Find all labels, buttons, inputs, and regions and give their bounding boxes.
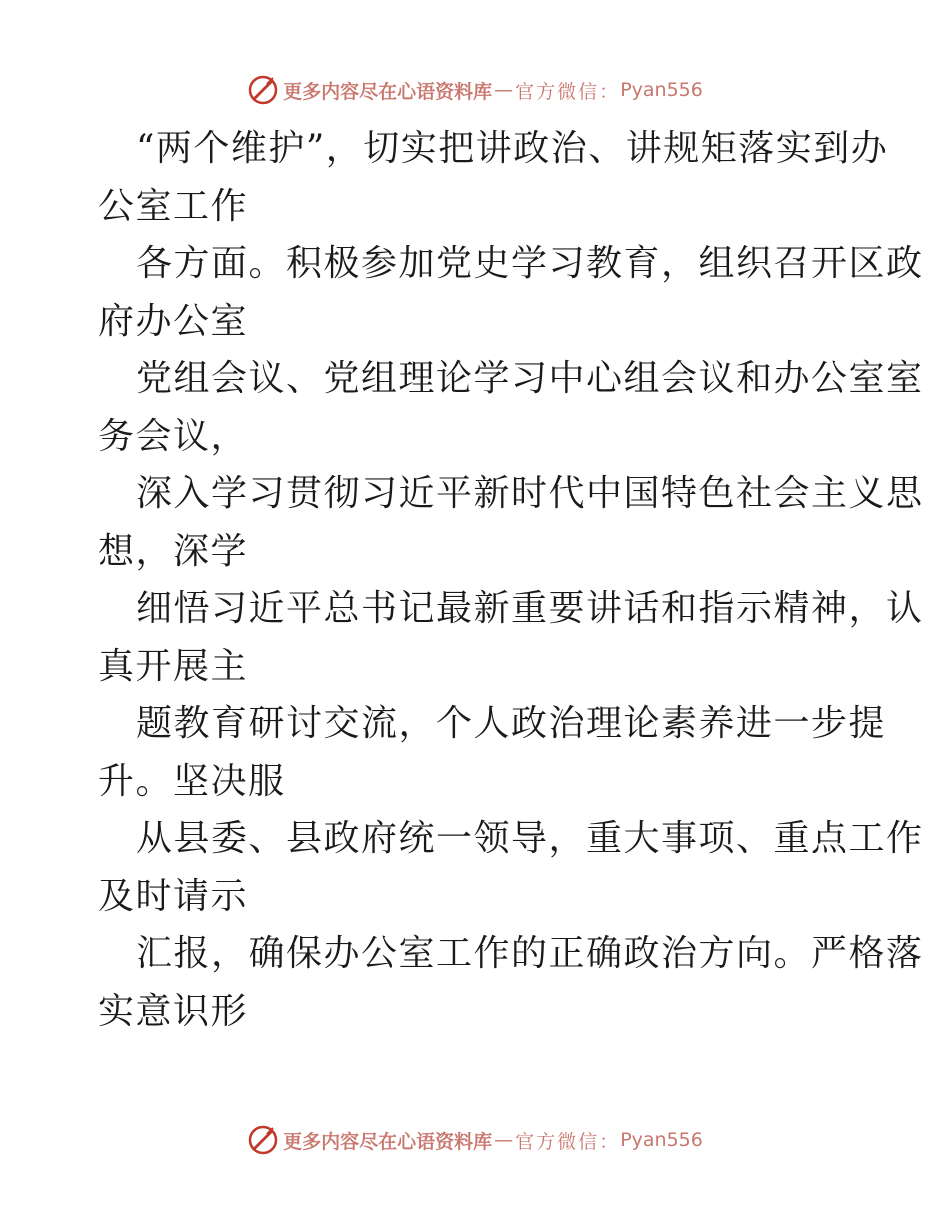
- body-line: 实意识形: [98, 990, 249, 1032]
- body-line: 从县委、县政府统一领导，重大事项、重点工作: [136, 818, 924, 859]
- body-line: 务会议，: [98, 415, 249, 457]
- footer-banner: [0, 1120, 950, 1160]
- body-line: 升。坚决服: [98, 760, 286, 802]
- document-body: [98, 120, 924, 1040]
- banner-separator: —: [494, 79, 514, 101]
- body-line: 想，深学: [98, 530, 249, 572]
- quill-pen-logo-icon: [247, 74, 279, 106]
- body-line: 题教育研讨交流，个人政治理论素养进一步提: [136, 703, 887, 744]
- banner-contact-label: 官方微信：: [515, 80, 621, 103]
- body-line: 深入学习贯彻习近平新时代中国特色社会主义思: [136, 473, 924, 514]
- body-line: 细悟习近平总书记最新重要讲话和指示精神，认: [136, 588, 924, 629]
- body-line: 公室工作: [98, 185, 249, 227]
- header-banner: [0, 70, 950, 110]
- banner-separator: —: [494, 1129, 514, 1151]
- body-line: 真开展主: [98, 645, 249, 687]
- body-line: “两个维护”，切实把讲政治、讲规矩落实到办: [136, 128, 889, 169]
- body-line: 及时请示: [98, 875, 249, 917]
- banner-brand-text: 更多内容尽在心语资料库: [283, 1130, 493, 1153]
- body-line: 汇报，确保办公室工作的正确政治方向。严格落: [136, 933, 924, 974]
- banner-wechat-id: Pyan556: [620, 1129, 703, 1151]
- body-line: 党组会议、党组理论学习中心组会议和办公室室: [136, 358, 924, 399]
- body-line: 各方面。积极参加党史学习教育，组织召开区政: [136, 243, 924, 284]
- quill-pen-logo-icon: [247, 1124, 279, 1156]
- body-line: 府办公室: [98, 300, 249, 342]
- banner-brand-text: 更多内容尽在心语资料库: [283, 80, 493, 103]
- banner-contact-label: 官方微信：: [515, 1130, 621, 1153]
- banner-wechat-id: Pyan556: [620, 79, 703, 101]
